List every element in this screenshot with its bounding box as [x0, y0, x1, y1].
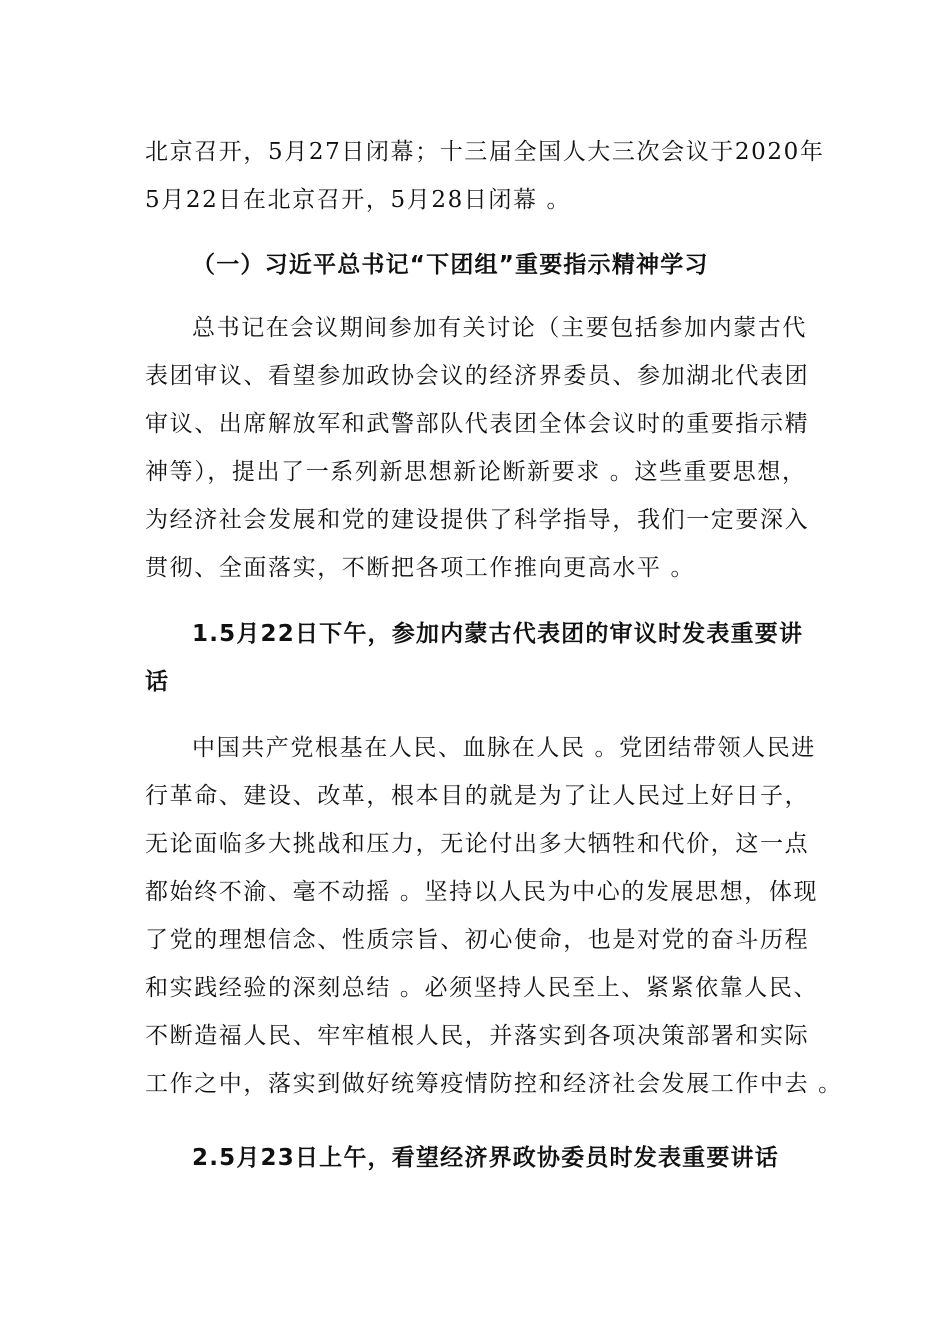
paragraph-line: 神等），提出了一系列新思想新论断新要求 。这些重要思想，	[145, 459, 807, 485]
item1-heading-line: 话	[145, 669, 170, 695]
paragraph-line: 和实践经验的深刻总结 。必须坚持人民至上、紧紧依靠人民、	[145, 975, 819, 1001]
paragraph-line: 无论面临多大挑战和压力，无论付出多大牺牲和代价，这一点	[145, 831, 810, 857]
item1-heading-line: 1.5月22日下午，参加内蒙古代表团的审议时发表重要讲	[192, 621, 804, 647]
paragraph-line: 审议、出席解放军和武警部队代表团全体会议时的重要指示精	[145, 411, 810, 437]
paragraph-line: 了党的理想信念、性质宗旨、初心使命，也是对党的奋斗历程	[145, 927, 810, 953]
paragraph-line: 总书记在会议期间参加有关讨论（主要包括参加内蒙古代	[192, 315, 807, 341]
intro-line: 5月22日在北京召开，5月28日闭幕 。	[145, 187, 572, 213]
paragraph-line: 不断造福人民、牢牢植根人民，并落实到各项决策部署和实际	[145, 1023, 810, 1049]
paragraph-line: 行革命、建设、改革，根本目的就是为了让人民过上好日子，	[145, 783, 810, 809]
paragraph-line: 表团审议、看望参加政协会议的经济界委员、参加湖北代表团	[145, 363, 810, 389]
section-heading: （一）习近平总书记“下团组”重要指示精神学习	[192, 252, 709, 278]
paragraph-line: 贯彻、全面落实，不断把各项工作推向更高水平 。	[145, 555, 696, 581]
item2-heading: 2.5月23日上午，看望经济界政协委员时发表重要讲话	[192, 1145, 779, 1171]
paragraph-line: 都始终不渝、毫不动摇 。坚持以人民为中心的发展思想，体现	[145, 879, 819, 905]
paragraph-line: 中国共产党根基在人民、血脉在人民 。党团结带领人民进	[192, 735, 816, 761]
intro-line: 北京召开，5月27日闭幕；十三届全国人大三次会议于2020年	[145, 139, 825, 165]
paragraph-line: 工作之中，落实到做好统筹疫情防控和经济社会发展工作中去 。	[145, 1071, 843, 1097]
paragraph-line: 为经济社会发展和党的建设提供了科学指导，我们一定要深入	[145, 507, 810, 533]
